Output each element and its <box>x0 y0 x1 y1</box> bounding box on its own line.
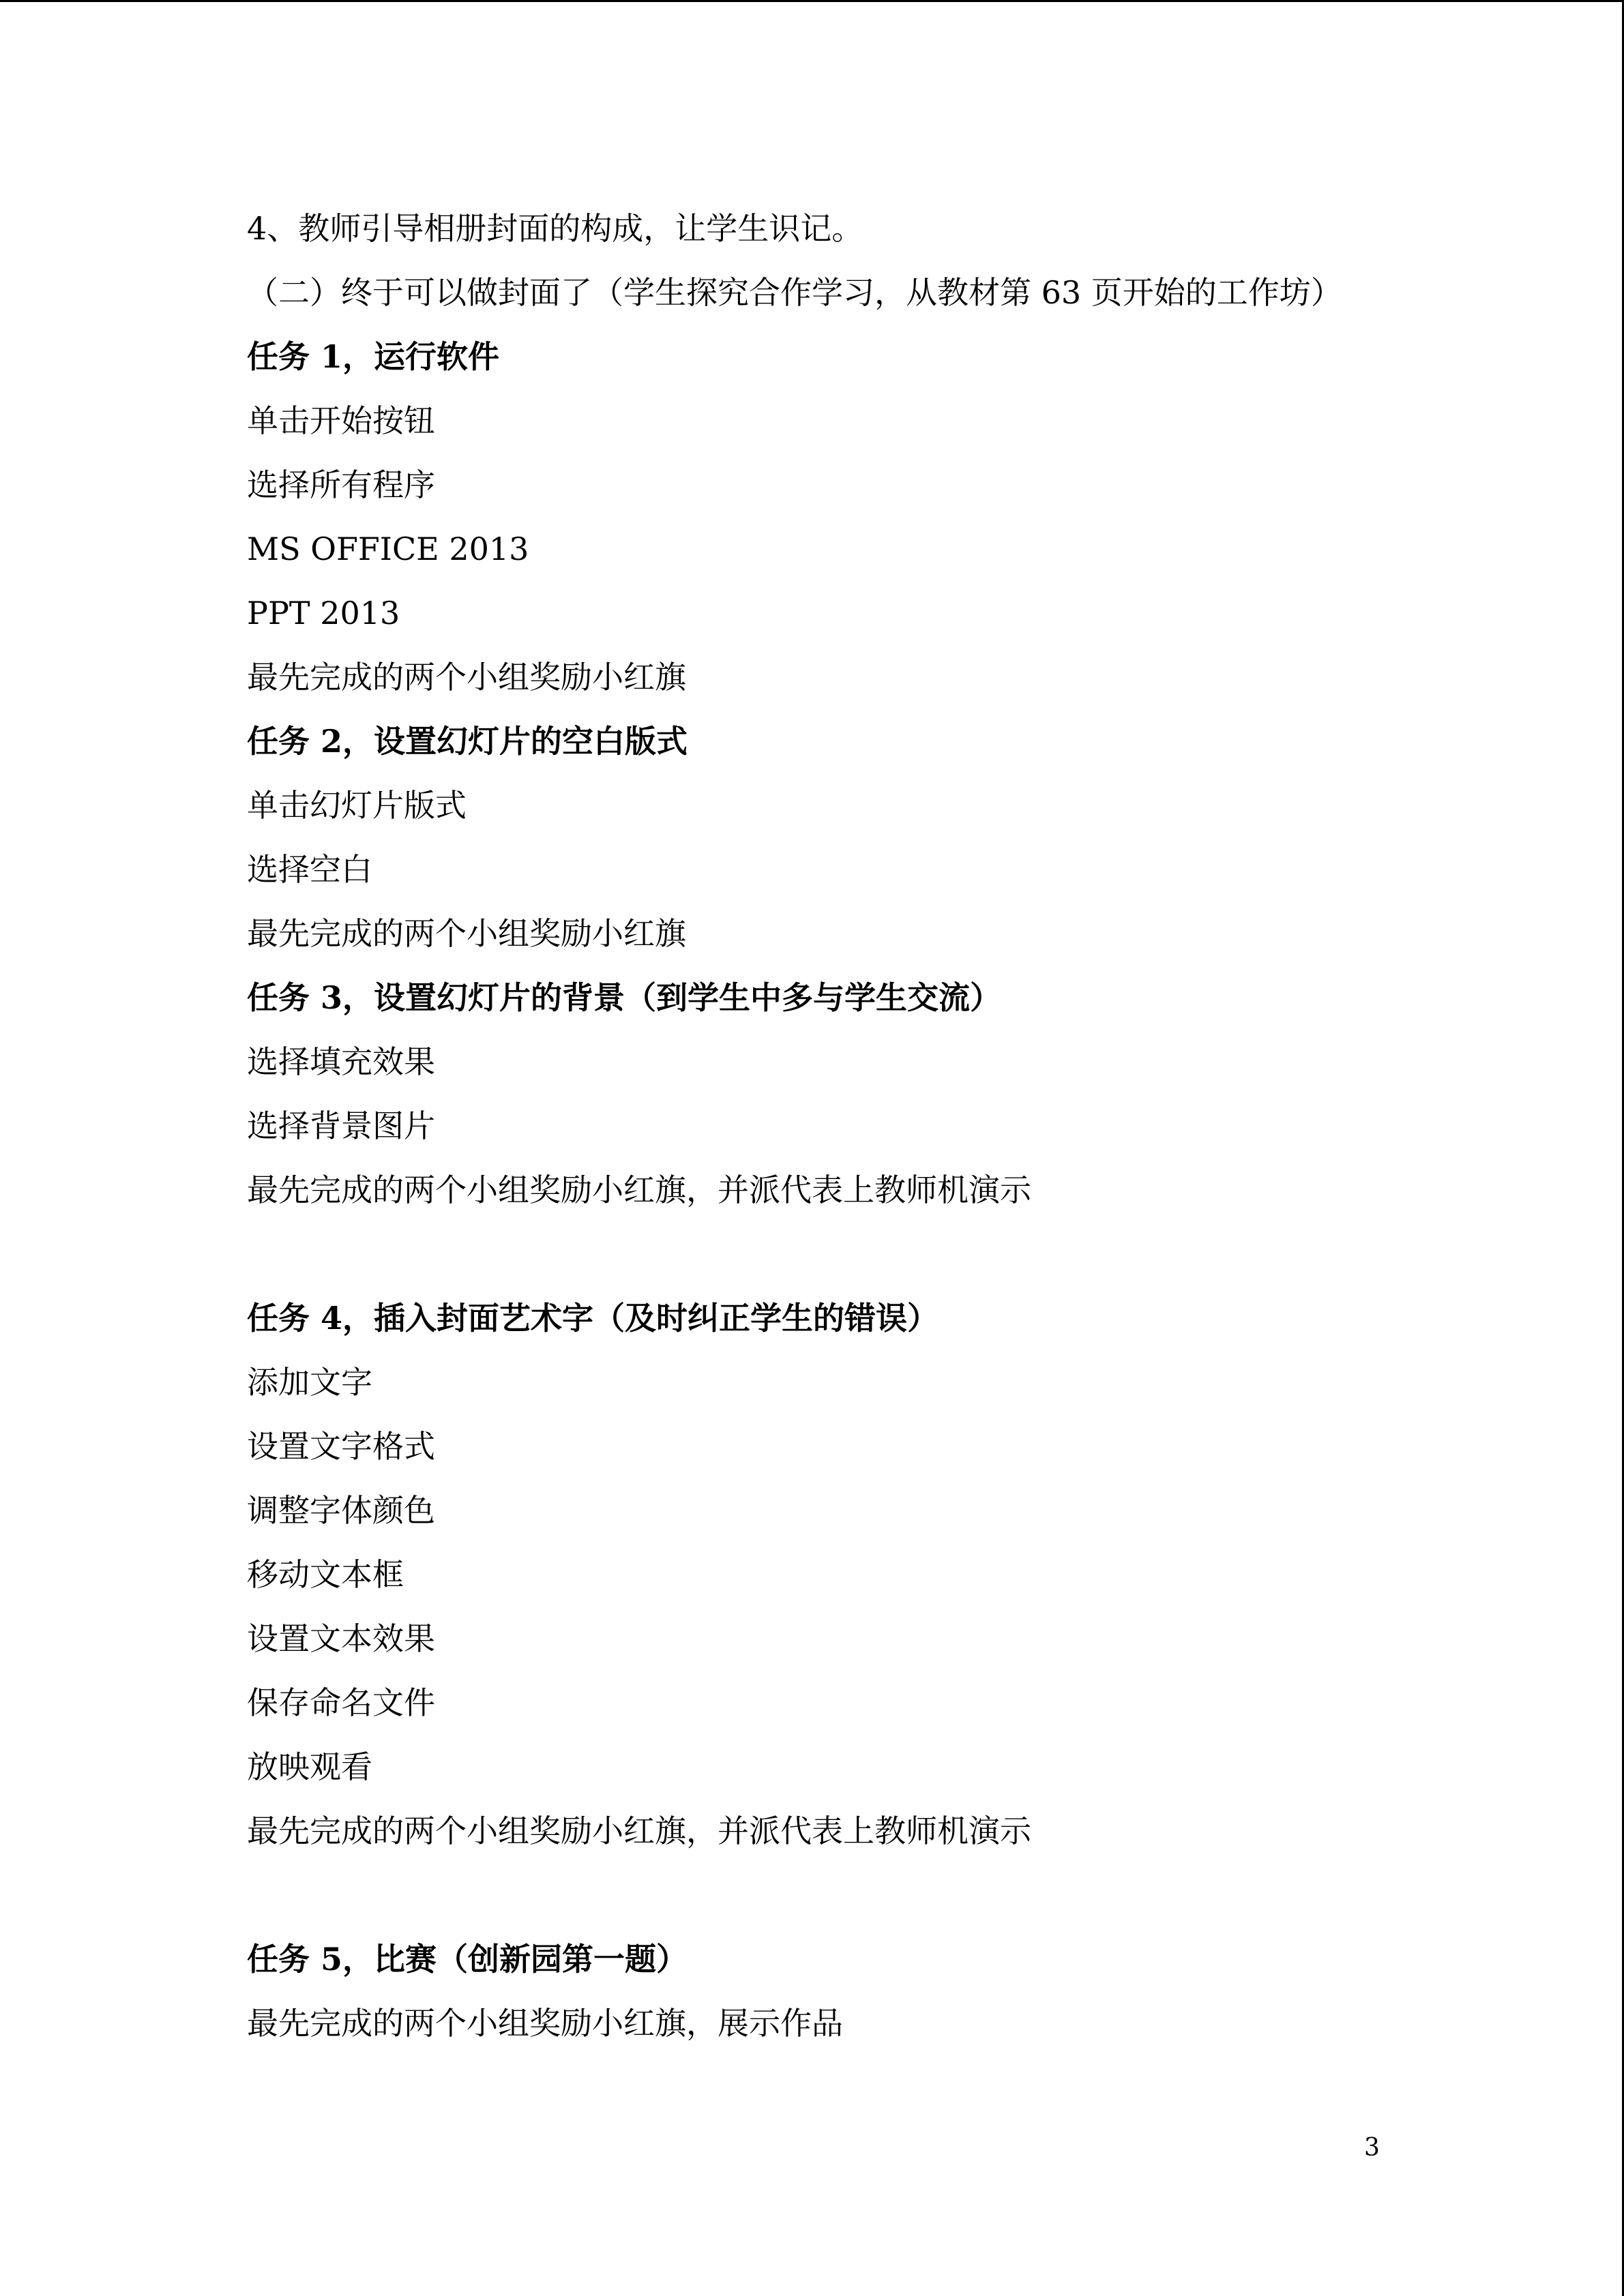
task-4-step: 移动文本框 <box>247 1556 404 1593</box>
task-4-step: 添加文字 <box>247 1364 372 1401</box>
task-4-step: 设置文本效果 <box>247 1620 435 1657</box>
task-2-heading: 任务 2，设置幻灯片的空白版式 <box>247 723 688 760</box>
task-4-reward: 最先完成的两个小组奖励小红旗，并派代表上教师机演示 <box>247 1813 1031 1849</box>
task-4-heading: 任务 4，插入封面艺术字（及时纠正学生的错误） <box>247 1300 939 1337</box>
task-1-step: MS OFFICE 2013 <box>247 531 529 567</box>
paragraph-teacher-guidance: 4、教师引导相册封面的构成，让学生识记。 <box>247 210 863 247</box>
task-3-step: 选择背景图片 <box>247 1107 435 1144</box>
task-1-step: 单击开始按钮 <box>247 402 435 439</box>
task-4-step: 调整字体颜色 <box>247 1492 435 1529</box>
task-5-heading: 任务 5，比赛（创新园第一题） <box>247 1941 688 1978</box>
task-1-step: 选择所有程序 <box>247 466 435 503</box>
task-3-heading: 任务 3，设置幻灯片的背景（到学生中多与学生交流） <box>247 979 1002 1016</box>
task-2-step: 单击幻灯片版式 <box>247 787 467 824</box>
task-1-reward: 最先完成的两个小组奖励小红旗 <box>247 659 686 696</box>
blank-line <box>247 1863 1406 1927</box>
task-5-reward: 最先完成的两个小组奖励小红旗，展示作品 <box>247 2005 843 2042</box>
paragraph-section-heading: （二）终于可以做封面了（学生探究合作学习，从教材第 63 页开始的工作坊） <box>247 274 1342 311</box>
task-2-step: 选择空白 <box>247 851 372 888</box>
task-4-step: 设置文字格式 <box>247 1428 435 1465</box>
task-4-step: 放映观看 <box>247 1748 372 1785</box>
page-number: 3 <box>1364 2134 1380 2162</box>
task-1-step: PPT 2013 <box>247 595 400 631</box>
task-1-heading: 任务 1，运行软件 <box>247 338 500 375</box>
document-body <box>247 196 1406 2055</box>
blank-line <box>247 1222 1406 1286</box>
task-3-step: 选择填充效果 <box>247 1043 435 1080</box>
page-top-border <box>0 0 1624 2</box>
task-3-reward: 最先完成的两个小组奖励小红旗，并派代表上教师机演示 <box>247 1172 1031 1208</box>
task-2-reward: 最先完成的两个小组奖励小红旗 <box>247 915 686 952</box>
task-4-step: 保存命名文件 <box>247 1684 435 1721</box>
